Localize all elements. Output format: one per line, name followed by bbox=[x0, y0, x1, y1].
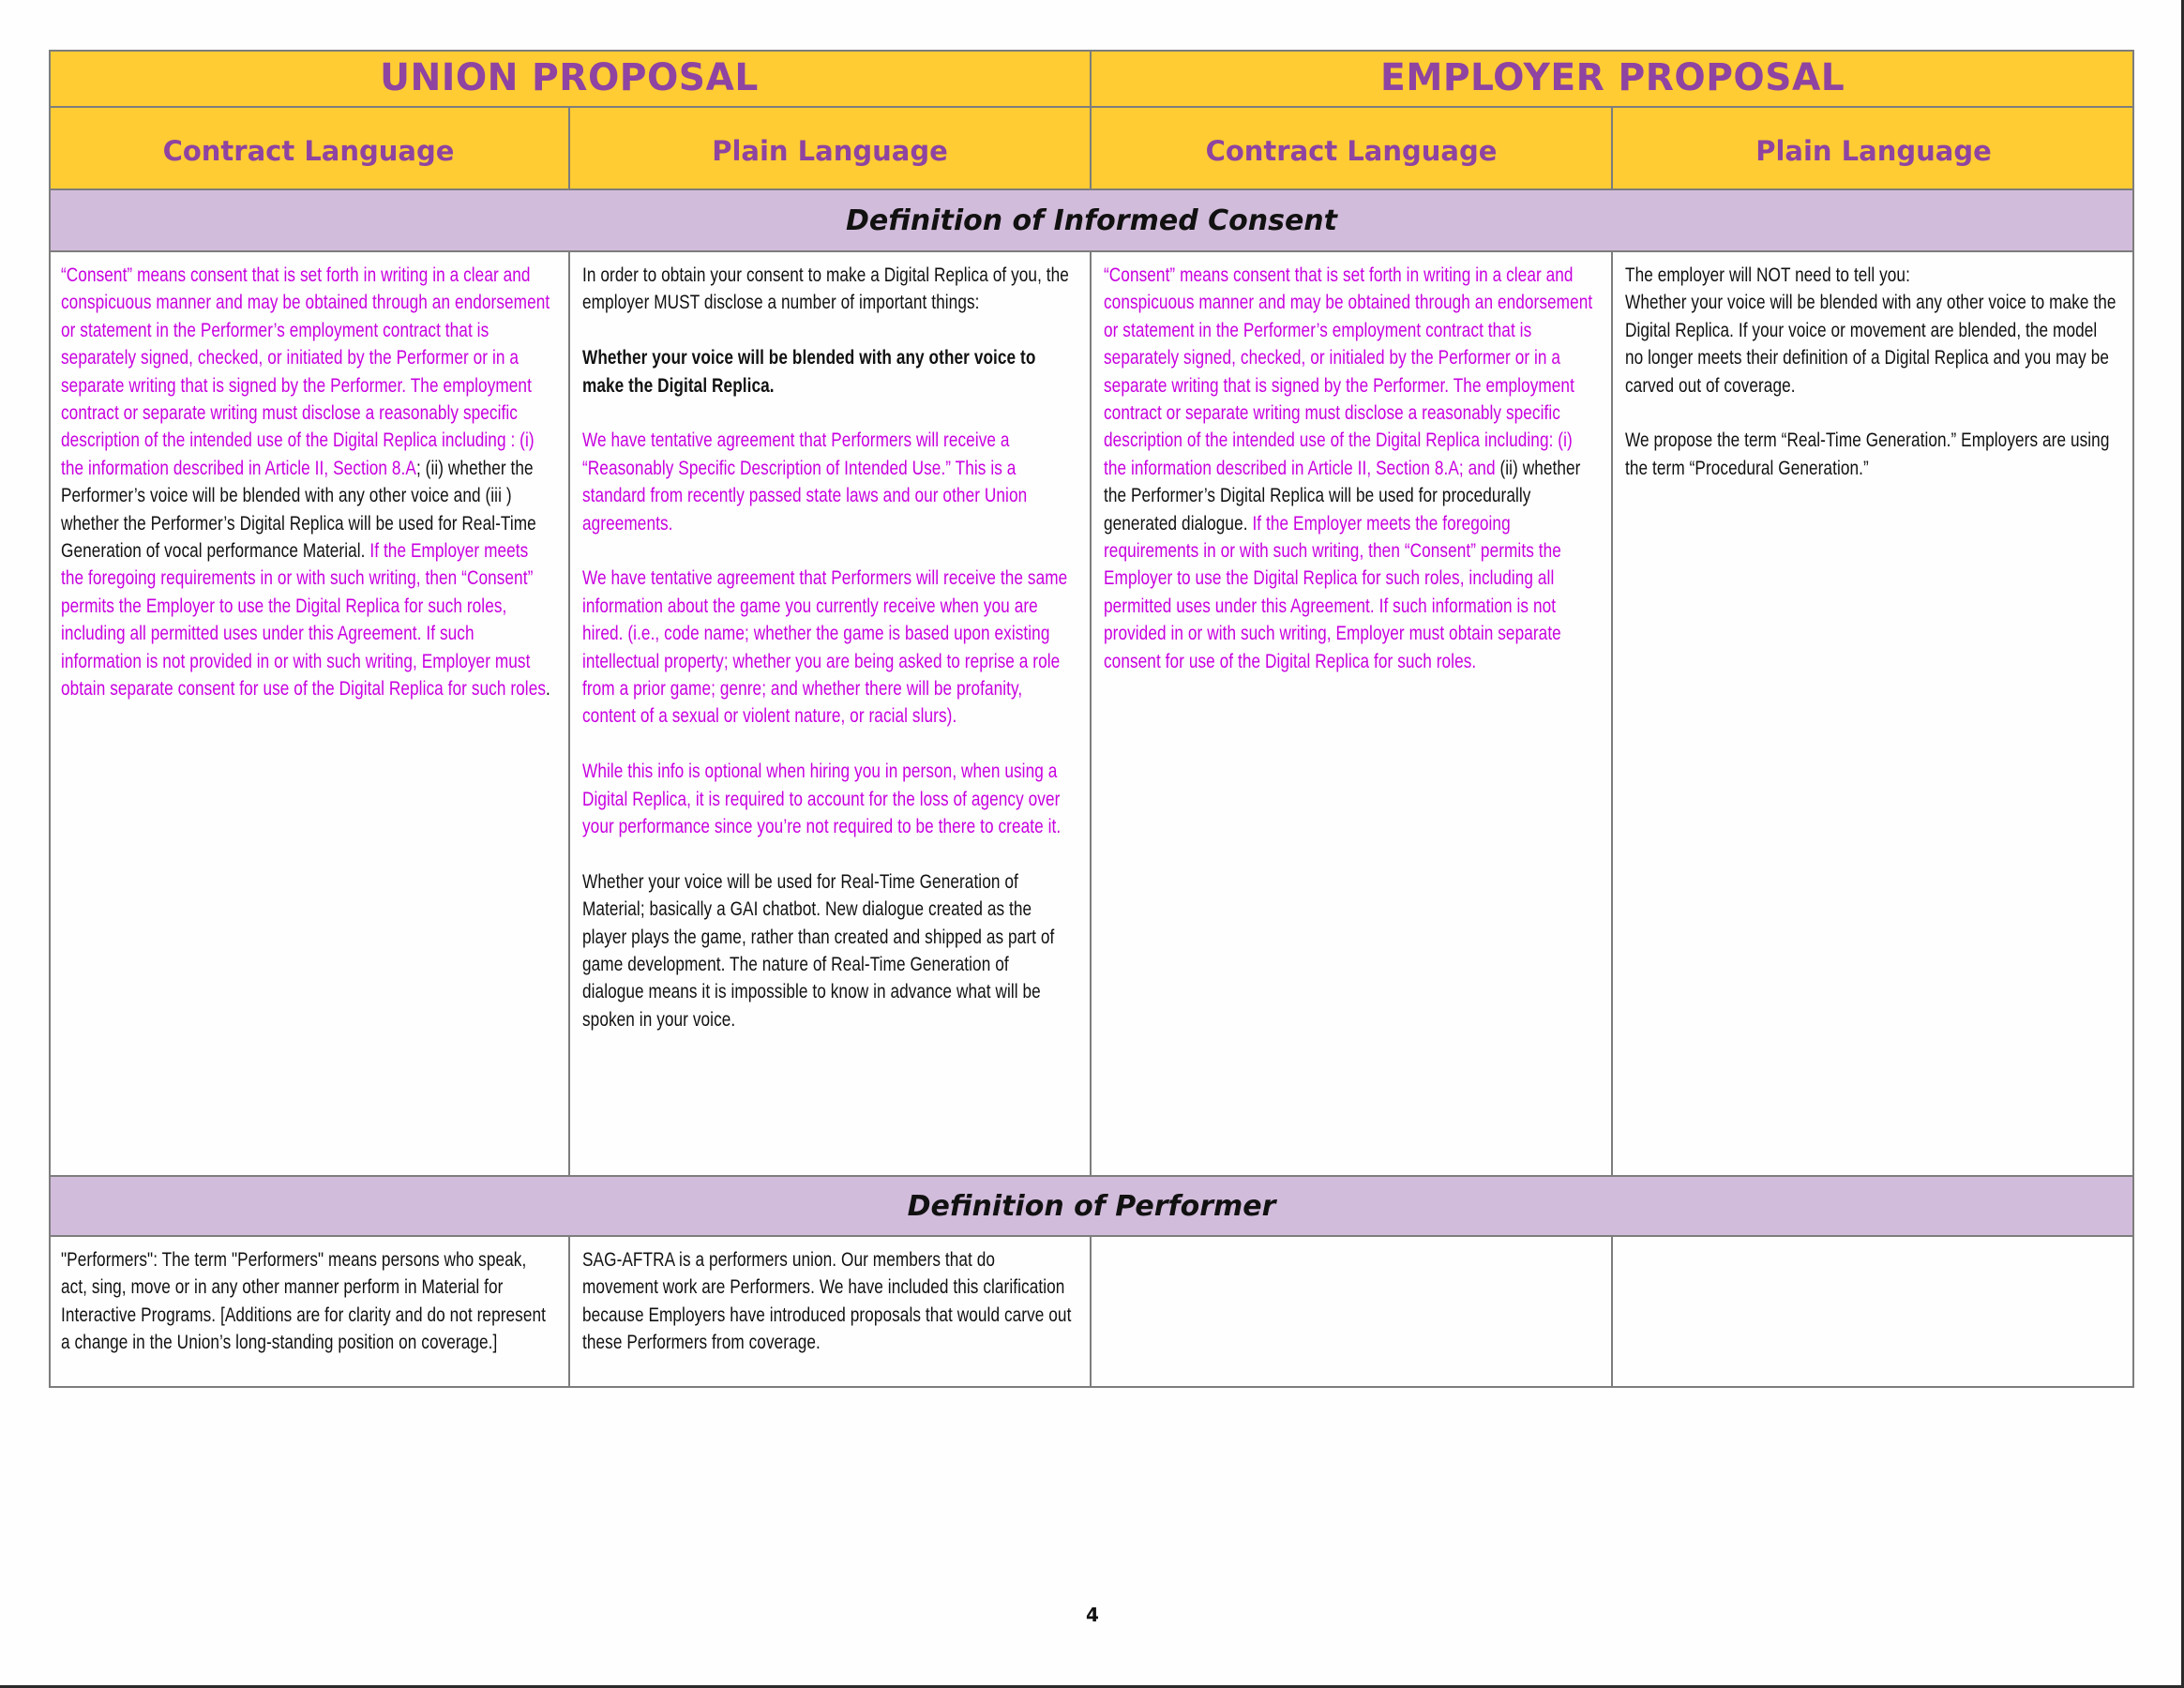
page-number: 4 bbox=[1086, 1604, 1099, 1626]
body-text: In order to obtain your consent to make a Digital Replica of you, the employer MUST disclose a number of important things: bbox=[582, 264, 1069, 314]
section-header-informed-consent bbox=[49, 190, 2134, 252]
employer-plain-cell bbox=[1613, 252, 2134, 1175]
section-title: Definition of Informed Consent bbox=[845, 203, 1338, 237]
union-plain-cell bbox=[570, 252, 1092, 1175]
bold-text: Whether your voice will be blended with any other voice to make the Digital Replica. bbox=[582, 346, 1036, 397]
highlighted-text: If the Employer meets the foregoing requirements in or with such writing, then “Consent” permits the Employer to use the Digital Replica for such roles, including all permitted uses under this Agreement. If such information is not provided in or with such writing, Employer must obtain separate consent for use of the Digital Replica for such roles. bbox=[1104, 511, 1561, 672]
employer-contract-text bbox=[1104, 262, 1595, 675]
union-contract-cell bbox=[49, 252, 570, 1175]
highlighted-text: We have tentative agreement that Performers will receive the same information about the game you currently receive when you are hired. (i.e., code name; whether the game is based upon existing intellectual property; whether you are being asked to reprise a role from a prior game; genre; and whether there will be profanity, content of a sexual or violent nature, or racial slurs). bbox=[582, 566, 1068, 728]
employer-contract-cell bbox=[1092, 252, 1613, 1175]
union-proposal-header bbox=[49, 50, 1092, 106]
union-plain-text: SAG-AFTRA is a performers union. Our members that do movement work are Performers. We have included this clarification because Employers have introduced proposals that would carve out these Performers from coverage. bbox=[582, 1248, 1072, 1354]
section-title: Definition of Performer bbox=[907, 1189, 1276, 1223]
union-plain-text bbox=[582, 262, 1074, 1033]
union-contract-text bbox=[61, 262, 552, 703]
column-header-label: Plain Language bbox=[1755, 135, 1992, 167]
section-content-performer bbox=[49, 1237, 2134, 1388]
employer-proposal-title: EMPLOYER PROPOSAL bbox=[1380, 56, 1845, 99]
union-contract-cell bbox=[49, 1237, 570, 1388]
highlighted-text: “Consent” means consent that is set forth in writing in a clear and conspicuous manner and may be obtained through an endorsement or statement in the Performer’s employment contract that is separately signed, checked, or initiated by the Performer or in a separate writing that is signed by the Performer. The employment contract or separate writing must disclose a reasonably specific description of the intended use of the Digital Replica including : (i) the information described in Article II, Section 8.A bbox=[61, 264, 550, 479]
highlighted-text: We have tentative agreement that Performers will receive a “Reasonably Specific Description of Intended Use.” This is a standard from recently passed state laws and our other Union agreements. bbox=[582, 429, 1028, 535]
employer-plain-text bbox=[1625, 262, 2116, 482]
column-header-employer-contract bbox=[1092, 108, 1613, 188]
proposal-title-row bbox=[49, 50, 2134, 108]
body-text: Whether your voice will be used for Real-Time Generation of Material; basically a GAI chatbot. New dialogue created as the player plays the game, rather than created and shipped as part of game development. The nature of Real-Time Generation of dialogue means it is impossible to know in advance what will be spoken in your voice. bbox=[582, 869, 1055, 1031]
proposal-comparison-table bbox=[49, 50, 2134, 1388]
column-header-label: Contract Language bbox=[1205, 135, 1498, 167]
highlighted-text: “Consent” means consent that is set forth in writing in a clear and conspicuous manner and may be obtained through an endorsement or statement in the Performer’s employment contract that is separately signed, checked, or initialed by the Performer or in a separate writing that is signed by the Performer. The employment contract or separate writing must disclose a reasonably specific description of the intended use of the Digital Replica including: (i) the information described in Article II, Section 8.A; and bbox=[1104, 264, 1593, 479]
body-text: . bbox=[546, 677, 550, 701]
section-content-informed-consent bbox=[49, 252, 2134, 1175]
section-header-performer bbox=[49, 1175, 2134, 1237]
highlighted-text: While this info is optional when hiring you in person, when using a Digital Replica, it is required to account for the loss of agency over your performance since you’re not required to be there to create it. bbox=[582, 760, 1062, 838]
column-header-row bbox=[49, 108, 2134, 190]
union-plain-cell bbox=[570, 1237, 1092, 1388]
employer-contract-cell bbox=[1092, 1237, 1613, 1388]
column-header-union-contract bbox=[49, 108, 570, 188]
body-text: The employer will NOT need to tell you: bbox=[1625, 264, 1910, 286]
body-text: We propose the term “Real-Time Generation.” Employers are using the term “Procedural Generation.” bbox=[1625, 429, 2110, 479]
body-text: (ii) whether the Performer’s Digital Replica will be used for procedurally generated dialogue. bbox=[1104, 456, 1581, 535]
body-text: ; (ii) whether the Performer’s voice will be blended with any other voice and (iii ) whether the Performer’s Digital Replica will be used for Real-Time Generation of vocal performance Material. bbox=[61, 456, 536, 563]
highlighted-text: If the Employer meets the foregoing requirements in or with such writing, then “Consent” permits the Employer to use the Digital Replica for such roles, including all permitted uses under this Agreement. If such information is not provided in or with such writing, Employer must obtain separate consent for use of the Digital Replica for such roles bbox=[61, 539, 547, 701]
union-proposal-title: UNION PROPOSAL bbox=[380, 56, 759, 99]
column-header-union-plain bbox=[570, 108, 1092, 188]
column-header-label: Plain Language bbox=[712, 135, 948, 167]
body-text: Whether your voice will be blended with any other voice to make the Digital Replica. If your voice or movement are blended, the model no longer meets their definition of a Digital Replica and you may be carved out of coverage. bbox=[1625, 291, 2116, 397]
union-contract-text: "Performers": The term "Performers" means persons who speak, act, sing, move or in any other manner perform in Material for Interactive Programs. [Additions are for clarity and do not represent a change in the Union’s long-standing position on coverage.] bbox=[61, 1248, 546, 1354]
employer-proposal-header bbox=[1092, 50, 2134, 106]
employer-plain-cell bbox=[1613, 1237, 2134, 1388]
column-header-employer-plain bbox=[1613, 108, 2134, 188]
column-header-label: Contract Language bbox=[162, 135, 455, 167]
